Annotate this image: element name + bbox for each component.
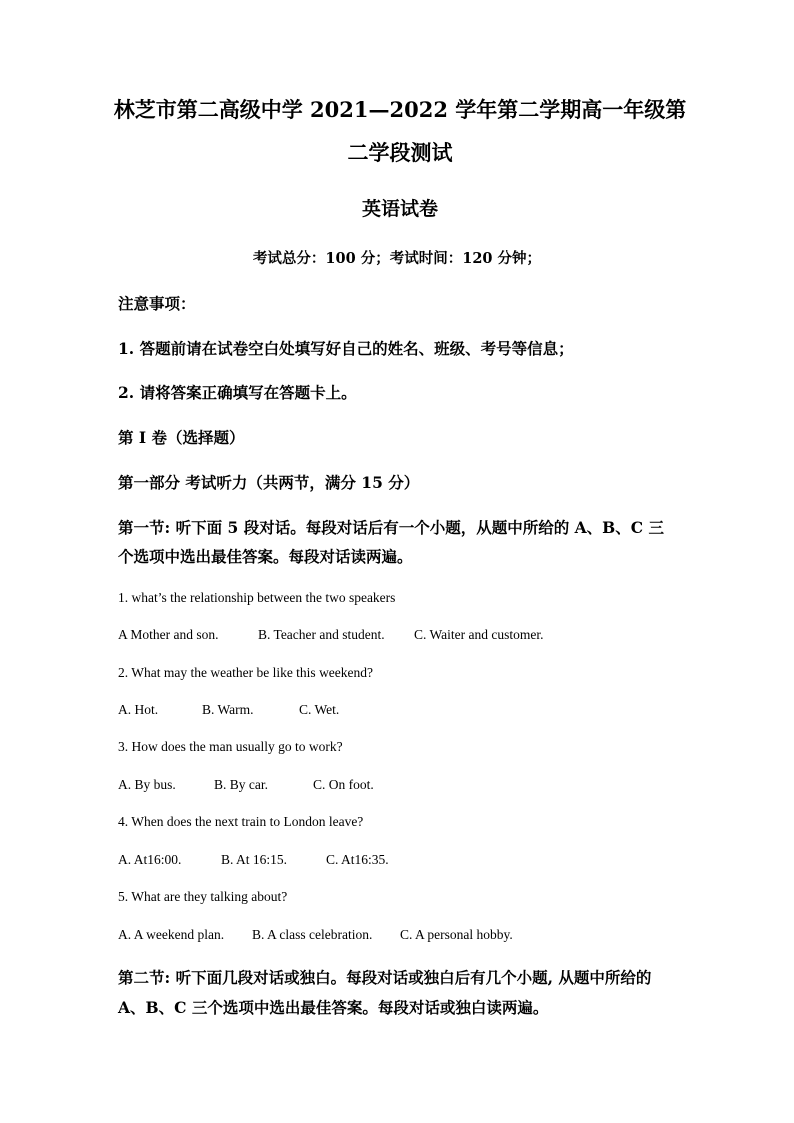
option-c: C. At16:35.	[326, 852, 389, 867]
option-c: C. On foot.	[313, 777, 374, 792]
option-a: A. Hot.	[118, 702, 159, 717]
section1-instruction-line2: 个选项中选出最佳答案。每段对话读两遍。	[118, 547, 413, 566]
question-stem: 1. what’s the relationship between the two speakers	[118, 590, 396, 605]
option-b: B. At 16:15.	[221, 852, 288, 867]
question-stem: 5. What are they talking about?	[118, 889, 288, 904]
notes-item-2: 2. 请将答案正确填写在答题卡上。	[118, 383, 357, 402]
option-c: C. A personal hobby.	[400, 927, 513, 942]
subject-title: 英语试卷	[361, 198, 438, 220]
option-b: B. Teacher and student.	[258, 627, 385, 642]
section2-instruction-line2: A、B、C 三个选项中选出最佳答案。每段对话或独白读两遍。	[118, 998, 549, 1017]
exam-title-line1: 林芝市第二高级中学 2021—2022 学年第二学期高一年级第	[113, 97, 687, 122]
section2-instruction-line1: 第二节: 听下面几段对话或独白。每段对话或独白后有几个小题, 从题中所给的	[118, 968, 652, 987]
option-a: A. By bus.	[118, 777, 176, 792]
option-b: B. Warm.	[202, 702, 254, 717]
option-a: A Mother and son.	[118, 627, 219, 642]
option-c: C. Waiter and customer.	[414, 627, 544, 642]
notes-item-1: 1. 答题前请在试卷空白处填写好自己的姓名、班级、考号等信息；	[118, 339, 574, 358]
exam-info: 考试总分：100 分；考试时间：120 分钟；	[252, 250, 542, 267]
option-a: A. At16:00.	[118, 852, 182, 867]
exam-title-line2: 二学段测试	[347, 140, 453, 165]
question-stem: 4. When does the next train to London leave?	[118, 814, 364, 829]
notes-heading: 注意事项：	[118, 294, 196, 313]
option-c: C. Wet.	[299, 702, 340, 717]
option-a: A. A weekend plan.	[118, 927, 225, 942]
section1-instruction-line1: 第一节: 听下面 5 段对话。每段对话后有一个小题，从题中所给的 A、B、C 三	[118, 518, 664, 537]
question-stem: 3. How does the man usually go to work?	[118, 739, 343, 754]
question-stem: 2. What may the weather be like this weekend?	[118, 665, 374, 680]
option-b: B. A class celebration.	[252, 927, 373, 942]
part1-heading: 第一部分 考试听力（共两节，满分 15 分）	[118, 473, 420, 492]
option-b: B. By car.	[214, 777, 268, 792]
volume-heading: 第 I 卷（选择题）	[118, 428, 245, 447]
